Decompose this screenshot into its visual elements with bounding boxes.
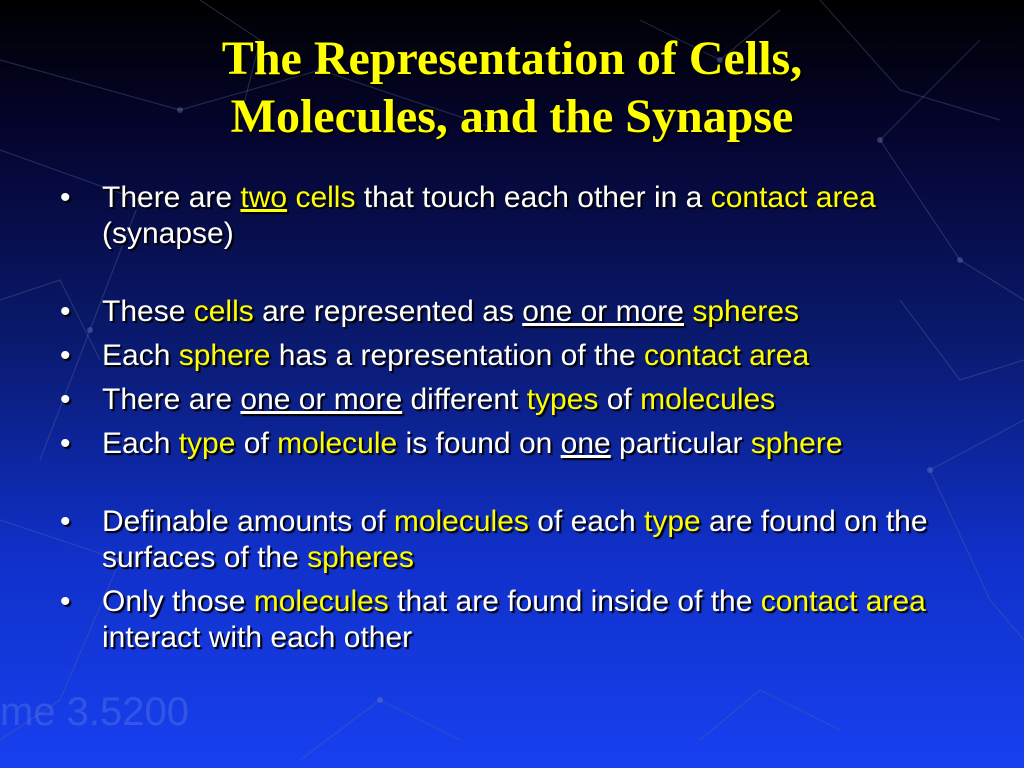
- highlight-run: types: [526, 383, 599, 416]
- text-run: of: [235, 427, 278, 460]
- bullet-item-5: [60, 426, 990, 462]
- bullet-item-2: [60, 294, 990, 330]
- bullet-item-6: [60, 504, 990, 576]
- bullet-dot: •: [60, 383, 71, 416]
- bullet-dot: •: [60, 181, 71, 214]
- highlight-run: spheres: [692, 295, 800, 328]
- text-run: Only those: [102, 585, 254, 618]
- text-run: Each: [102, 427, 179, 460]
- text-run: is found on: [397, 427, 561, 460]
- highlight-run: sphere: [178, 339, 271, 372]
- highlight-run: molecules: [640, 383, 776, 416]
- bullet-item-1: [60, 180, 990, 252]
- highlight-run: molecule: [277, 427, 398, 460]
- highlight-run: molecules: [253, 585, 389, 618]
- highlight-run: spheres: [307, 541, 414, 574]
- slide-title-line-1: The Representation of Cells,: [221, 32, 803, 85]
- bullet-item-3: [60, 338, 990, 374]
- highlight-run: two: [240, 181, 288, 214]
- bullet-dot: •: [60, 505, 71, 538]
- highlight-run: type: [643, 505, 701, 538]
- highlight-run: cells: [193, 295, 254, 328]
- bullet-item-7: [60, 584, 990, 656]
- text-run: Definable amounts of: [102, 505, 394, 538]
- text-run: There are: [102, 383, 241, 416]
- text-run: Each: [102, 339, 179, 372]
- highlight-run: contact area: [760, 585, 926, 618]
- text-run: that touch each other in a: [355, 181, 711, 214]
- highlight-run: type: [178, 427, 236, 460]
- text-run: of each: [528, 505, 644, 538]
- slide-title: [0, 30, 1024, 146]
- background-watermark-text: me 3.5200: [0, 690, 190, 734]
- text-run: that are found inside of the: [388, 585, 761, 618]
- highlight-run: sphere: [750, 427, 843, 460]
- highlight-run: contact area: [644, 339, 810, 372]
- bullet-dot: •: [60, 295, 71, 328]
- highlight-run: cells: [295, 181, 356, 214]
- bullet-item-4: [60, 382, 990, 418]
- bullet-dot: •: [60, 585, 71, 618]
- bullet-list: [60, 180, 990, 664]
- highlight-run: molecules: [393, 505, 529, 538]
- text-run: has a representation of the: [270, 339, 645, 372]
- text-run: particular: [610, 427, 751, 460]
- highlight-run: contact area: [710, 181, 876, 214]
- underlined-run: one or more: [522, 295, 684, 328]
- text-run: These: [102, 295, 194, 328]
- text-run: are found on the surfaces of the: [102, 505, 928, 574]
- text-run: interact with each other: [102, 621, 413, 654]
- text-run: (synapse): [102, 217, 234, 250]
- bullet-dot: •: [60, 427, 71, 460]
- slide-title-line-2: Molecules, and the Synapse: [230, 90, 794, 143]
- underlined-run: one or more: [240, 383, 403, 416]
- text-run: of: [598, 383, 641, 416]
- text-run: different: [402, 383, 527, 416]
- text-run: There are: [102, 181, 241, 214]
- bullet-dot: •: [60, 339, 71, 372]
- text-run: are represented as: [253, 295, 523, 328]
- underlined-run: one: [560, 427, 611, 460]
